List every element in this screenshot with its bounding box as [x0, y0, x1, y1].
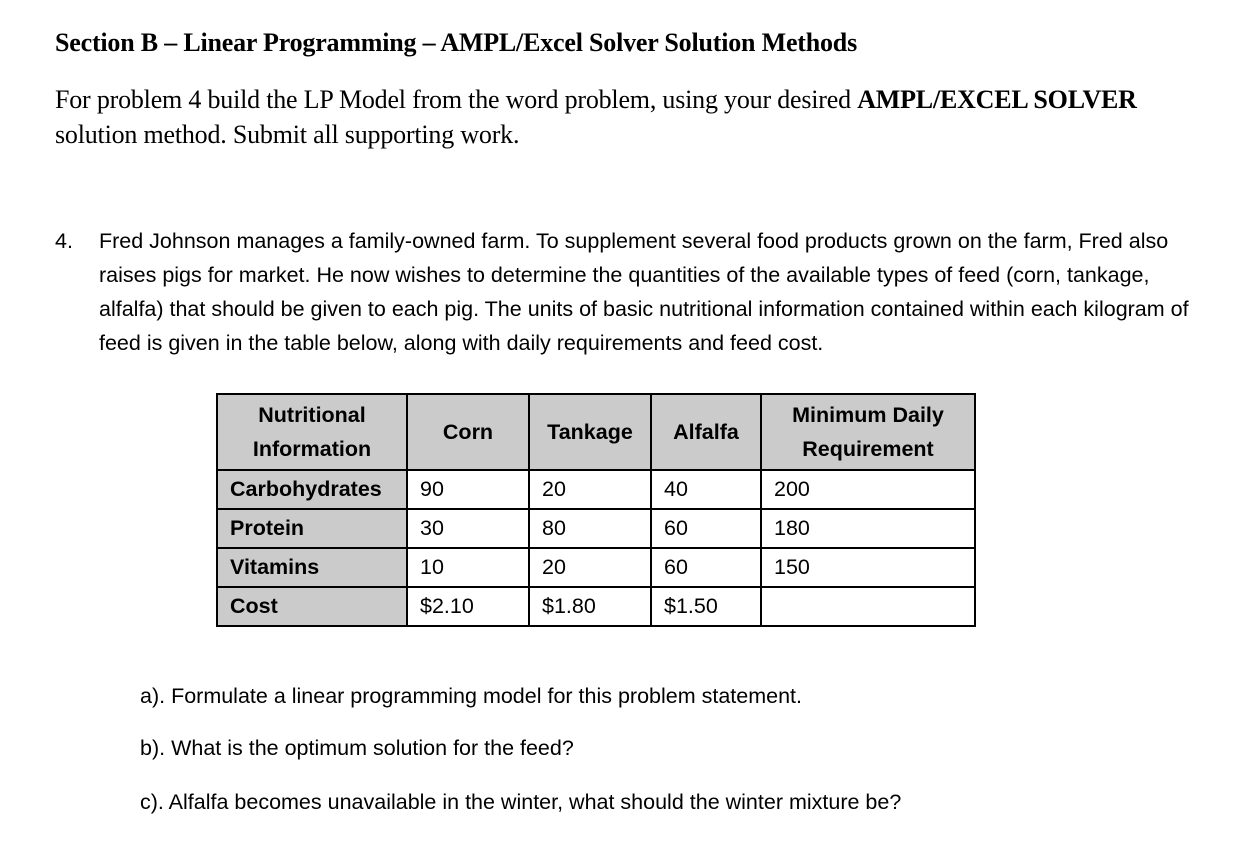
- table-cell: $1.50: [651, 587, 761, 626]
- table-cell: 20: [529, 470, 651, 509]
- instructions-text-part2: solution method. Submit all supporting work.: [55, 120, 520, 149]
- table-cell: 90: [407, 470, 529, 509]
- table-cell: [761, 587, 975, 626]
- table-cell: 80: [529, 509, 651, 548]
- section-title: Section B – Linear Programming – AMPL/Excel Solver Solution Methods: [55, 28, 857, 57]
- table-cell: 180: [761, 509, 975, 548]
- instructions-paragraph: [55, 82, 1175, 152]
- table-header-row: [217, 394, 975, 470]
- problem-number: 4.: [55, 229, 73, 253]
- instructions-bold-method: AMPL/EXCEL SOLVER: [857, 85, 1137, 114]
- table-row-protein: [217, 509, 975, 548]
- header-tankage: Tankage: [529, 394, 651, 470]
- problem-text: Fred Johnson manages a family-owned farm. To supplement several food products grown on the farm, Fred also raises pigs for market. He now wishes to determine the quantities of the available types of feed (corn, tankage, alfalfa) that should be given to each pig. The units of basic nutritional information contained within each kilogram of feed is given in the table below, along with daily requirements and feed cost.: [99, 229, 1189, 355]
- table-row-cost: [217, 587, 975, 626]
- table-row-carbohydrates: [217, 470, 975, 509]
- question-c: c). Alfalfa becomes unavailable in the winter, what should the winter mixture be?: [140, 790, 902, 814]
- table-cell: 60: [651, 548, 761, 587]
- table-cell: $1.80: [529, 587, 651, 626]
- header-corn: Corn: [407, 394, 529, 470]
- table-cell: 40: [651, 470, 761, 509]
- table-cell: $2.10: [407, 587, 529, 626]
- table-row-vitamins: [217, 548, 975, 587]
- row-label: Protein: [217, 509, 407, 548]
- row-label: Carbohydrates: [217, 470, 407, 509]
- header-nutritional-information: Nutritional Information: [217, 394, 407, 470]
- question-a: a). Formulate a linear programming model for this problem statement.: [140, 684, 802, 708]
- table-cell: 20: [529, 548, 651, 587]
- table-cell: 60: [651, 509, 761, 548]
- table-cell: 10: [407, 548, 529, 587]
- table-cell: 30: [407, 509, 529, 548]
- instructions-text-part1: For problem 4 build the LP Model from the word problem, using your desired: [55, 85, 858, 114]
- nutrition-table: [216, 393, 976, 627]
- row-label: Vitamins: [217, 548, 407, 587]
- question-b: b). What is the optimum solution for the feed?: [140, 736, 574, 760]
- table-cell: 200: [761, 470, 975, 509]
- table-cell: 150: [761, 548, 975, 587]
- row-label: Cost: [217, 587, 407, 626]
- header-alfalfa: Alfalfa: [651, 394, 761, 470]
- header-minimum-daily-requirement: Minimum Daily Requirement: [761, 394, 975, 470]
